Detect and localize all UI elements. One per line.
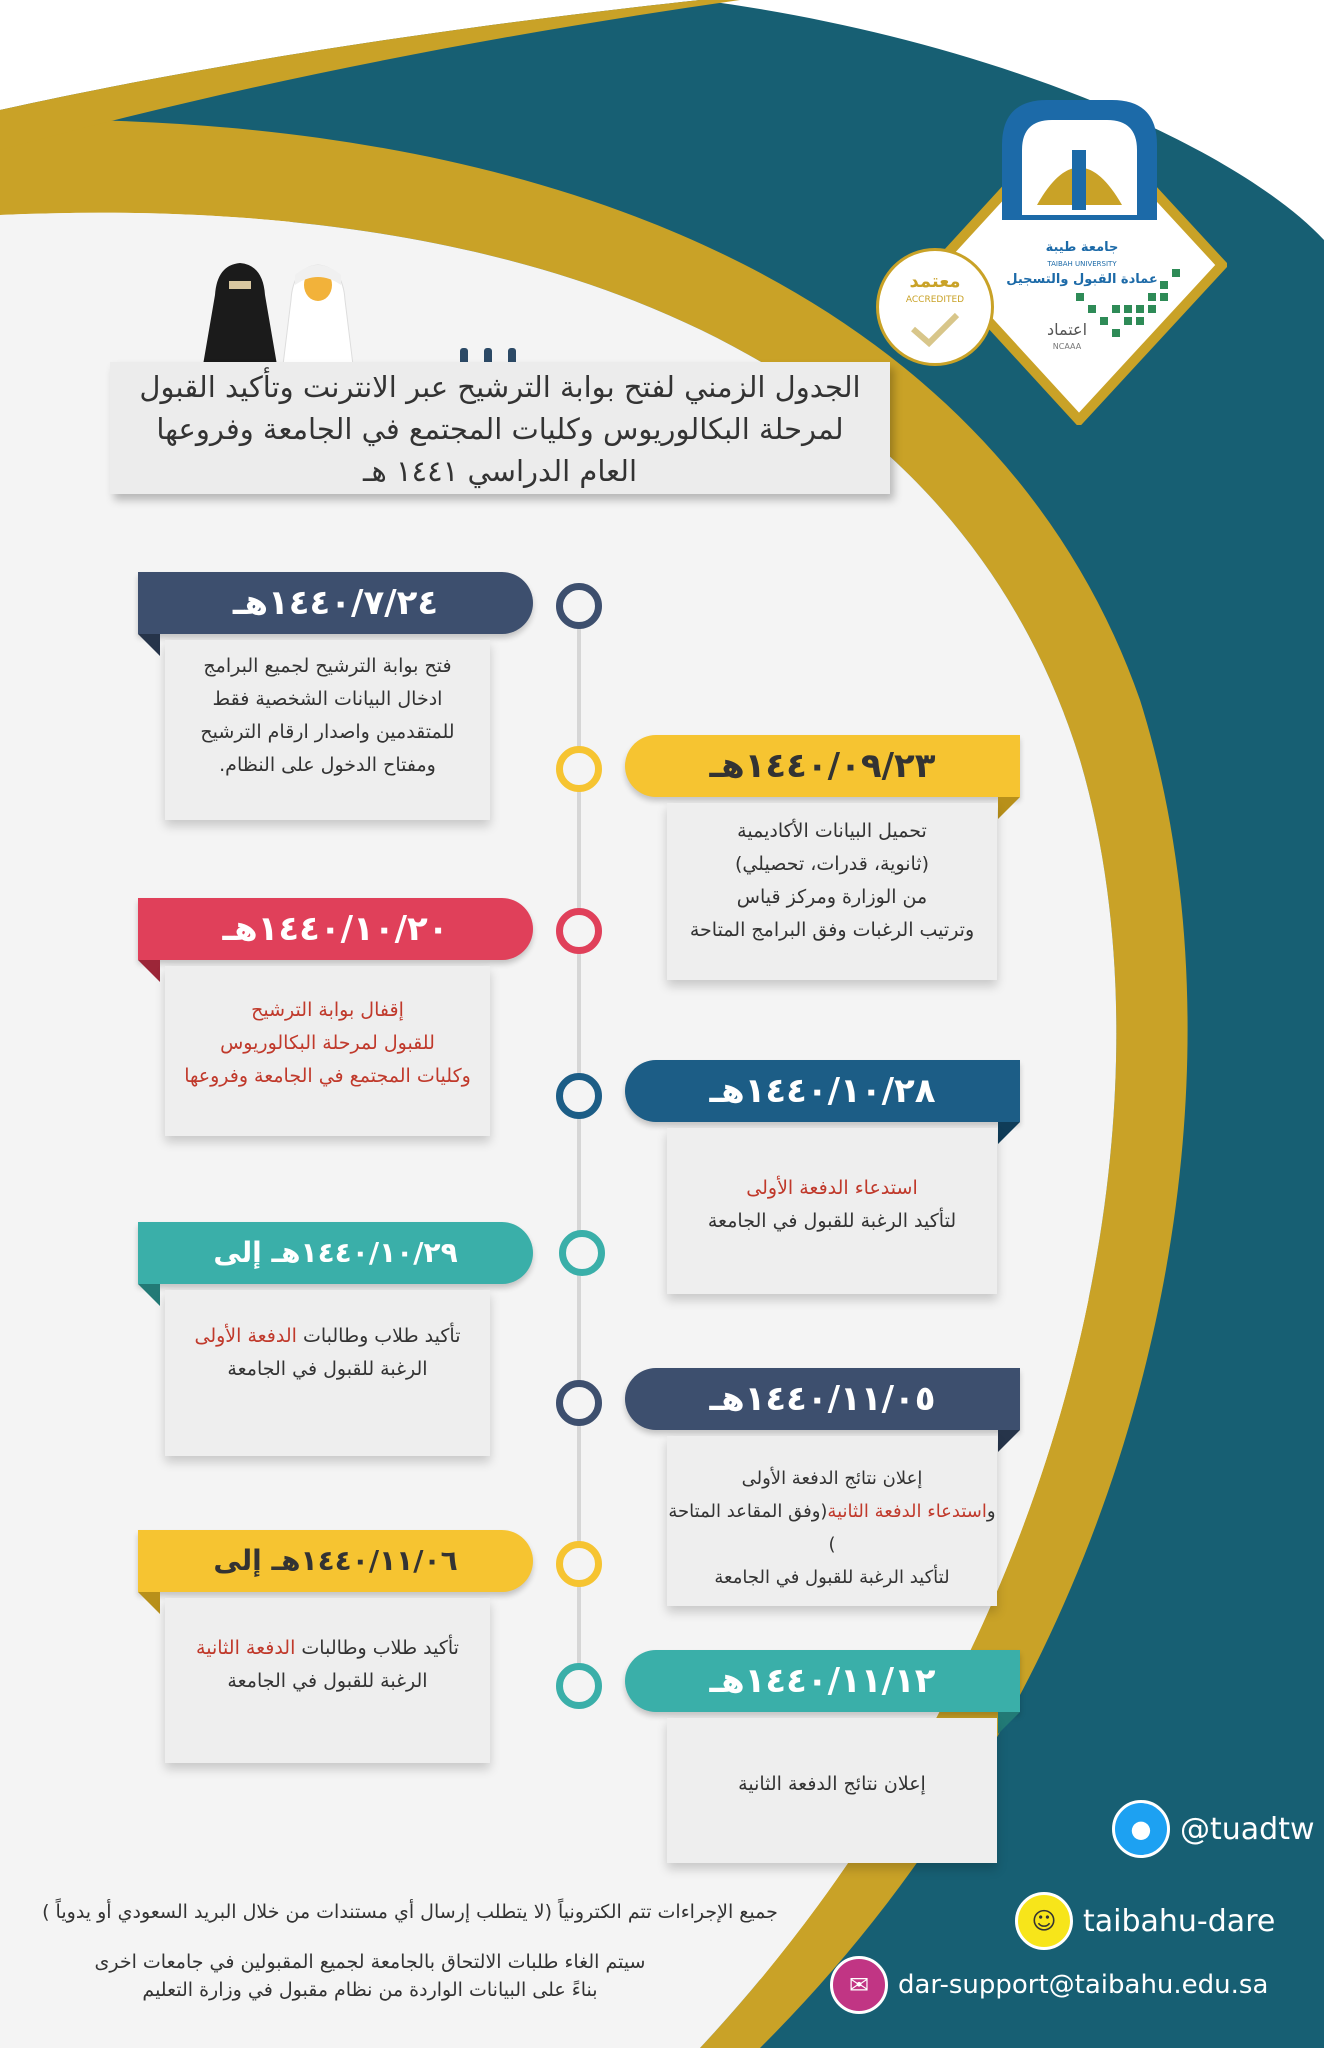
banner-fold	[998, 797, 1020, 819]
footer-note: جميع الإجراءات تتم الكترونياً (لا يتطلب إرسال أي مستندات من خلال البريد السعودي أو يدوياً )	[42, 1901, 778, 1923]
event-card	[165, 966, 490, 1136]
title-line-3: العام الدراسي ١٤٤١ هـ	[362, 454, 638, 488]
timeline-node	[559, 1230, 605, 1276]
date-banner: ١٤٤٠/٧/٢٤هـ	[138, 572, 533, 634]
event-text: استدعاء الدفعة الأولى	[746, 1177, 918, 1199]
event-text: إعلان نتائج الدفعة الأولى	[741, 1468, 923, 1489]
date-banner: ١٤٤٠/١١/٠٥هـ	[625, 1368, 1020, 1430]
event-text: الرغبة للقبول في الجامعة	[227, 1358, 428, 1380]
ncaaa-label: اعتماد	[1046, 320, 1088, 339]
event-text: من الوزارة ومركز قياس	[736, 886, 928, 908]
date-banner: ١٤٤٠/١٠/٢٩هـ إلى	[138, 1222, 533, 1284]
event-text: لتأكيد الرغبة للقبول في الجامعة	[714, 1567, 950, 1588]
date-banner: ١٤٤٠/٠٩/٢٣هـ	[625, 735, 1020, 797]
event-highlight: الدفعة الثانية	[196, 1637, 296, 1659]
event-text: للقبول لمرحلة البكالوريوس	[220, 1032, 435, 1054]
twitter-icon: ●	[1112, 1800, 1170, 1858]
date-banner: ١٤٤٠/١١/١٢هـ	[625, 1650, 1020, 1712]
date-banner: ١٤٤٠/١١/٠٦هـ إلى	[138, 1530, 533, 1592]
page-title	[110, 362, 890, 494]
event-text: فتح بوابة الترشيح لجميع البرامج	[203, 655, 452, 677]
event-text: إقفال بوابة الترشيح	[251, 999, 404, 1021]
logo-diamond-icon	[932, 90, 1227, 425]
date-banner: ١٤٤٠/١٠/٢٠هـ	[138, 898, 533, 960]
event-text: لتأكيد الرغبة للقبول في الجامعة	[707, 1210, 957, 1232]
date-banner: ١٤٤٠/١٠/٢٨هـ	[625, 1060, 1020, 1122]
event-card	[165, 1290, 490, 1456]
event-text: ومفتاح الدخول على النظام.	[219, 754, 436, 776]
accredited-en: ACCREDITED	[905, 295, 965, 305]
event-text	[165, 1632, 490, 1665]
banner-fold	[138, 960, 160, 982]
event-text	[165, 1320, 490, 1353]
event-text-part: (وفق المقاعد المتاحة )	[668, 1501, 836, 1555]
event-text: إعلان نتائج الدفعة الثانية	[738, 1773, 926, 1795]
banner-fold	[138, 1284, 160, 1306]
event-text-part: و	[986, 1501, 996, 1522]
accredited-seal	[876, 248, 994, 366]
event-card	[667, 803, 997, 980]
title-line-2: لمرحلة البكالوريوس وكليات المجتمع في الجامعة وفروعها	[156, 412, 844, 446]
footer-note-line: بناءً على البيانات الواردة من نظام مقبول في وزارة التعليم	[142, 1979, 598, 2001]
timeline-node	[556, 908, 602, 954]
event-text-part: تأكيد طلاب وطالبات	[295, 1637, 459, 1659]
event-text: للمتقدمين واصدار ارقام الترشيح	[200, 721, 455, 743]
title-line-1: الجدول الزمني لفتح بوابة الترشيح عبر الانترنت وتأكيد القبول	[139, 370, 861, 404]
event-text: وكليات المجتمع في الجامعة وفروعها	[184, 1065, 471, 1087]
logo-deanship: عمادة القبول والتسجيل	[1006, 272, 1158, 287]
footer-note-line: سيتم الغاء طلبات الالتحاق بالجامعة لجميع المقبولين في جامعات اخرى	[94, 1951, 646, 1973]
banner-fold	[998, 1430, 1020, 1452]
accredited-ar: معتمد	[909, 271, 961, 292]
accredited-check-icon	[909, 311, 961, 347]
university-logo	[932, 90, 1227, 425]
event-text: الرغبة للقبول في الجامعة	[227, 1670, 428, 1692]
twitter-handle: @tuadtw	[1180, 1811, 1315, 1847]
logo-university-name: جامعة طيبة	[1045, 240, 1119, 255]
event-text-part: تأكيد طلاب وطالبات	[296, 1325, 461, 1347]
timeline-node	[556, 1541, 602, 1587]
timeline-node	[556, 746, 602, 792]
timeline-node	[556, 583, 602, 629]
snapchat-icon: ☺	[1015, 1892, 1073, 1950]
footer-note	[70, 1948, 670, 2004]
timeline-node	[556, 1380, 602, 1426]
event-text: ادخال البيانات الشخصية فقط	[212, 688, 443, 710]
logo-university-name-en: TAIBAH UNIVERSITY	[1047, 260, 1117, 268]
email-address: dar-support@taibahu.edu.sa	[898, 1970, 1269, 2000]
event-card	[165, 640, 490, 820]
event-highlight: استدعاء الدفعة الثانية	[827, 1501, 987, 1522]
twitter-contact[interactable]	[1112, 1800, 1315, 1858]
event-card	[165, 1598, 490, 1763]
snapchat-contact[interactable]	[1015, 1892, 1275, 1950]
event-text: وترتيب الرغبات وفق البرامج المتاحة	[689, 919, 975, 941]
event-card	[667, 1436, 997, 1606]
banner-fold	[998, 1712, 1020, 1734]
timeline-node	[556, 1663, 602, 1709]
snapchat-handle: taibahu-dare	[1083, 1903, 1276, 1939]
banner-fold	[138, 634, 160, 656]
event-card	[667, 1718, 997, 1863]
event-text	[667, 1495, 997, 1561]
email-contact[interactable]	[830, 1956, 1268, 2014]
event-text: تحميل البيانات الأكاديمية	[737, 820, 927, 842]
timeline-node	[556, 1073, 602, 1119]
ncaaa-label-en: NCAAA	[1052, 342, 1082, 351]
event-highlight: الدفعة الأولى	[194, 1325, 297, 1347]
event-card	[667, 1128, 997, 1294]
email-icon: ✉	[830, 1956, 888, 2014]
students-illustration-icon	[195, 255, 355, 365]
banner-fold	[138, 1592, 160, 1614]
event-text: (ثانوية، قدرات، تحصيلي)	[734, 853, 930, 875]
banner-fold	[998, 1122, 1020, 1144]
